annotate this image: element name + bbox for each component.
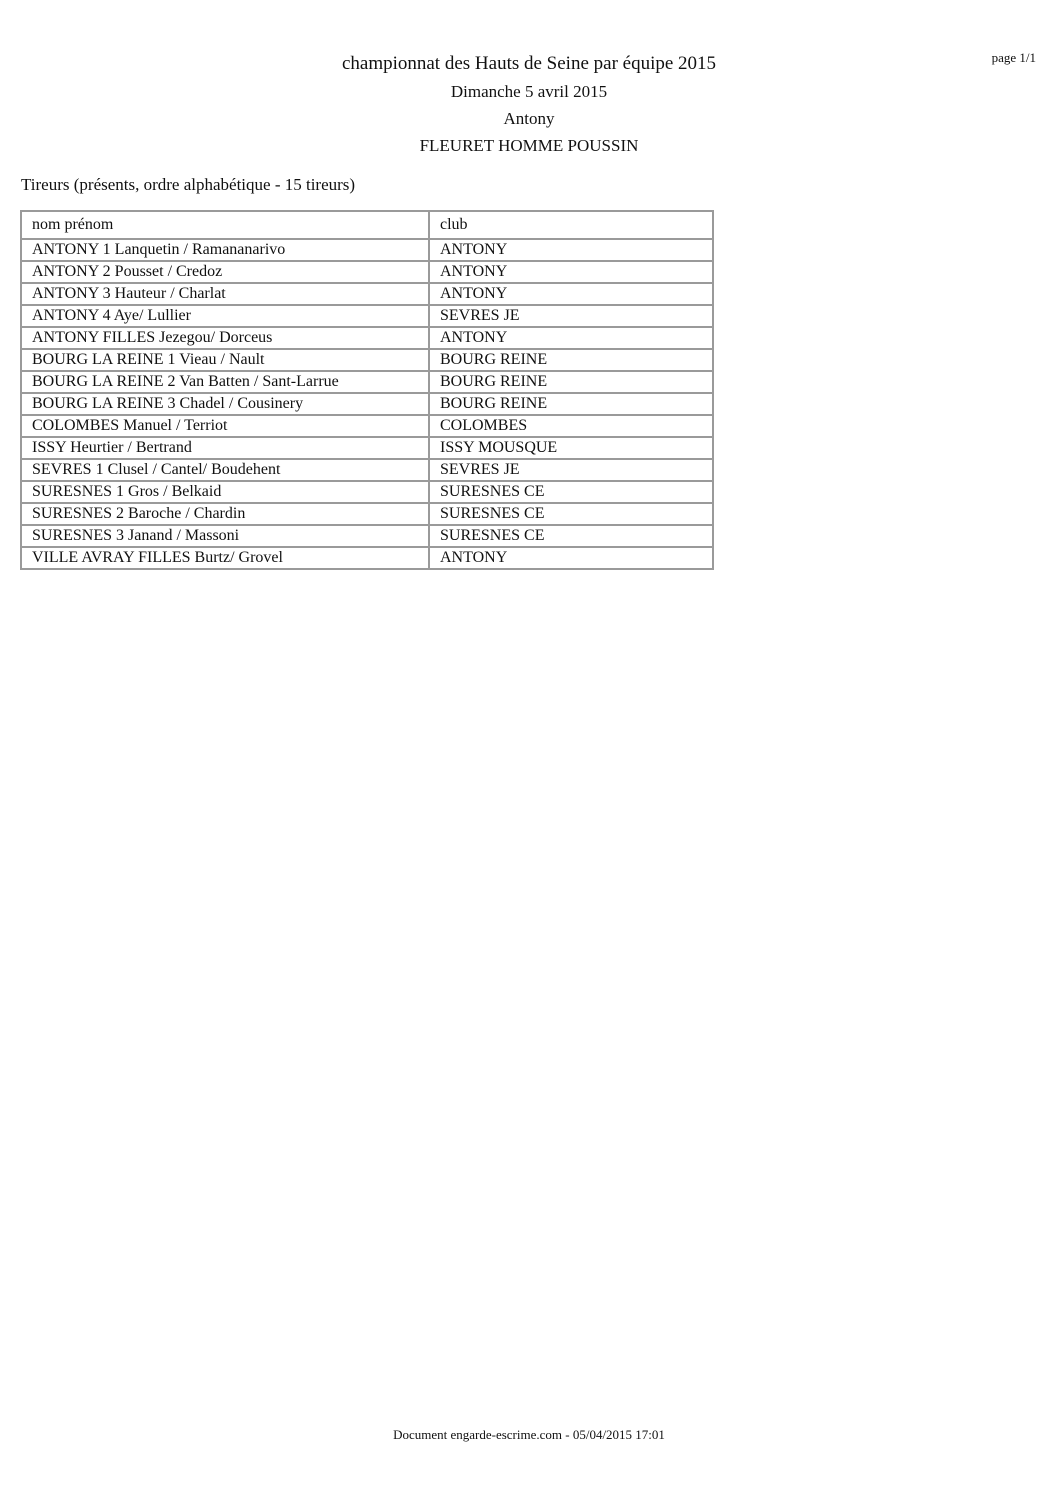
document-header: [0, 50, 1058, 159]
document-footer: Document engarde-escrime.com - 05/04/2015 17:01: [393, 1427, 665, 1442]
cell-name: BOURG LA REINE 1 Vieau / Nault: [21, 349, 429, 371]
table-row: [21, 503, 713, 525]
cell-name: SEVRES 1 Clusel / Cantel/ Boudehent: [21, 459, 429, 481]
cell-name: SURESNES 1 Gros / Belkaid: [21, 481, 429, 503]
cell-club: ANTONY: [429, 327, 713, 349]
cell-name: ISSY Heurtier / Bertrand: [21, 437, 429, 459]
competition-location: Antony: [503, 109, 555, 128]
competition-date: Dimanche 5 avril 2015: [450, 82, 608, 101]
cell-club: ANTONY: [429, 261, 713, 283]
cell-club: ISSY MOUSQUE: [429, 437, 713, 459]
column-header-club: club: [429, 211, 713, 239]
cell-name: COLOMBES Manuel / Terriot: [21, 415, 429, 437]
table-row: [21, 261, 713, 283]
cell-name: ANTONY 4 Aye/ Lullier: [21, 305, 429, 327]
table-header-row: [21, 211, 713, 239]
cell-club: ANTONY: [429, 239, 713, 261]
table-row: [21, 415, 713, 437]
competition-category: FLEURET HOMME POUSSIN: [419, 136, 639, 155]
table-row: [21, 239, 713, 261]
cell-club: SEVRES JE: [429, 305, 713, 327]
table-row: [21, 371, 713, 393]
cell-club: BOURG REINE: [429, 371, 713, 393]
cell-club: SURESNES CE: [429, 525, 713, 547]
cell-club: BOURG REINE: [429, 349, 713, 371]
cell-name: SURESNES 2 Baroche / Chardin: [21, 503, 429, 525]
cell-club: SURESNES CE: [429, 481, 713, 503]
cell-club: ANTONY: [429, 547, 713, 569]
cell-name: VILLE AVRAY FILLES Burtz/ Grovel: [21, 547, 429, 569]
cell-name: SURESNES 3 Janand / Massoni: [21, 525, 429, 547]
page-number: page 1/1: [991, 50, 1036, 65]
cell-name: BOURG LA REINE 2 Van Batten / Sant-Larrue: [21, 371, 429, 393]
cell-name: BOURG LA REINE 3 Chadel / Cousinery: [21, 393, 429, 415]
table-row: [21, 547, 713, 569]
cell-club: COLOMBES: [429, 415, 713, 437]
table-row: [21, 349, 713, 371]
competition-title: championnat des Hauts de Seine par équipe 2015: [341, 53, 717, 74]
cell-club: BOURG REINE: [429, 393, 713, 415]
table-row: [21, 525, 713, 547]
cell-name: ANTONY 1 Lanquetin / Ramananarivo: [21, 239, 429, 261]
table-row: [21, 481, 713, 503]
section-heading: Tireurs (présents, ordre alphabétique - 15 tireurs): [21, 175, 356, 194]
cell-name: ANTONY FILLES Jezegou/ Dorceus: [21, 327, 429, 349]
fencers-table: [20, 210, 714, 570]
cell-club: SEVRES JE: [429, 459, 713, 481]
table-row: [21, 305, 713, 327]
table-row: [21, 393, 713, 415]
table-row: [21, 283, 713, 305]
cell-club: ANTONY: [429, 283, 713, 305]
cell-name: ANTONY 3 Hauteur / Charlat: [21, 283, 429, 305]
cell-club: SURESNES CE: [429, 503, 713, 525]
column-header-name: nom prénom: [21, 211, 429, 239]
cell-name: ANTONY 2 Pousset / Credoz: [21, 261, 429, 283]
table-row: [21, 437, 713, 459]
table-row: [21, 327, 713, 349]
table-row: [21, 459, 713, 481]
